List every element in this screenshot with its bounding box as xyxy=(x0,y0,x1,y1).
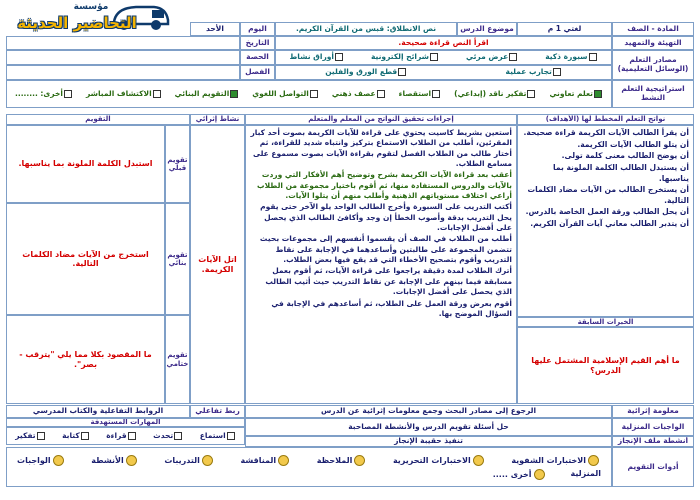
procedure-item: أكتب التدريب على السبورة وأخرج الطالب الواحد يلو الآخر حتى يقوم يحل التدريب بدقة وأصوب الخطأ إن وجد وأكافئ الطالب الذي يحصل على أفضل الإجابات. xyxy=(260,202,512,233)
checkbox-checked-icon[interactable] xyxy=(594,90,602,98)
radio-option-icon[interactable] xyxy=(53,455,64,466)
intro-value: اقرأ النص قراءة صحيحة. xyxy=(275,36,612,50)
goal-item: أن يستخرج الطالب من الآيات مضاد الكلمات التالية. xyxy=(527,185,689,205)
procedure-item: أعقب بعد قراءة الآيات الكريمة بشرح وتوضيح أهم الأفكار التي وردت بالآيات والدروس المستفادة منها، ثم أقوم باختيار مجموعة من الطلاب أراعي اختلاف مستوياتهم الذهنية وأطلب منهم أن يتلوا الآيات. xyxy=(257,170,512,201)
class-label: الفصل xyxy=(240,65,275,80)
prior-label: الخبرات السابقة xyxy=(517,317,694,327)
checkbox-icon[interactable] xyxy=(335,53,343,61)
prior-text: ما أهم القيم الإسلامية المشتمل عليها الدرس؟ xyxy=(517,327,694,404)
eval-kind-2: تقويم بنائي xyxy=(165,203,190,315)
checkbox-icon[interactable] xyxy=(398,68,406,76)
checkbox-icon[interactable] xyxy=(527,90,535,98)
checkbox-icon[interactable] xyxy=(432,90,440,98)
radio-option-icon[interactable] xyxy=(278,455,289,466)
eval-text-2: استخرج من الآيات مضاد الكلمات التالية. xyxy=(6,203,165,315)
sources-label: مصادر التعلم (الوسائل التعليمية) xyxy=(612,50,694,80)
eval-kind-3: تقويم ختامي xyxy=(165,315,190,404)
procedure-item: أطلب من الطلاب في الصف أن يقسموا أنفسهم إلى مجموعات بحيث تتضمن المجموعة على طالبتين وأساعدهما في الإجابة على نقاط التدريب وأقوم بتصحيح الأخطاء التي قد يقع فيها بعض الطلاب. xyxy=(259,234,512,265)
achievement-label: أنشطة ملف الإنجاز xyxy=(612,436,694,447)
procedure-item: أستعين بشريط كاسيت يحتوي على قراءة للآيات الكريمة بصوت أحد كبار المقرئين، أطلب من الطلاب الاستماع بتركيز وانتباه شديد للقراءة، ثم أختار طالب من الطلاب الفصل لتقوم بقراءة الآيات بصوت مسموع على مسامع الطلاب. xyxy=(250,128,512,169)
info-value: الرجوع إلى مصادر البحث وجمع معلومات إثرائية عن الدرس xyxy=(245,405,612,418)
homework-value: حل أسئلة تقويم الدرس والأنشطة المصاحبة xyxy=(245,418,612,436)
sources-row-2: تجارب عملية قطع الورق والفلين xyxy=(275,65,612,80)
logo-title: التحاضير الحديثة xyxy=(17,14,137,32)
info-label: معلومة إثرائية xyxy=(612,405,694,418)
checkbox-checked-icon[interactable] xyxy=(230,90,238,98)
goal-item: أن يتدبر الطالب معاني آيات القرآن الكريم. xyxy=(530,219,689,228)
radio-option-icon[interactable] xyxy=(534,469,545,480)
evaluation-header: التقويم xyxy=(6,114,190,125)
eval-text-3: ما المقصود بكلا مما يلي "يترقب - بصر". xyxy=(6,315,165,404)
goals-header: نواتج التعلم المخطط لها (الأهداف) xyxy=(517,114,694,125)
day-label: اليوم xyxy=(240,22,275,36)
checkbox-icon[interactable] xyxy=(553,68,561,76)
class-value xyxy=(6,65,240,80)
checkbox-icon[interactable] xyxy=(509,53,517,61)
strategies-row: تعلم تعاوني تفكير ناقد (إبداعي) استقصاء عصف ذهني التواصل اللغوي التقويم البنائي الاكتشاف المباشر أخرى: ........ xyxy=(6,80,612,108)
tools-options: الاختبارات الشفوية الاختبارات التحريرية الملاحظة المناقشة التدريبات الأنشطة الواجبات المنزلية أخرى ..... xyxy=(6,447,612,487)
checkbox-icon[interactable] xyxy=(310,90,318,98)
intro-label: التهيئة والتمهيد xyxy=(612,36,694,50)
topic-value: نص الانطلاق: قبس من القرآن الكريم. xyxy=(275,22,457,36)
homework-label: الواجبات المنزلية xyxy=(612,418,694,436)
procedures-header: إجراءات تحقيق النواتج من المعلم والمتعلم xyxy=(245,114,517,125)
eval-kind-1: تقويم قبلي xyxy=(165,125,190,203)
date-value xyxy=(6,36,240,50)
checkbox-icon[interactable] xyxy=(37,432,45,440)
achievement-value: تنفيذ حقيبة الإنجاز xyxy=(245,436,612,447)
radio-option-icon[interactable] xyxy=(473,455,484,466)
subject-value: لغتي 1 م xyxy=(517,22,612,36)
links-label: ربط تفاعلي xyxy=(190,405,245,418)
goal-item: أن يوضح الطالب معنى كلمة تولى. xyxy=(561,151,689,161)
checkbox-icon[interactable] xyxy=(81,432,89,440)
activity-header: نشاط إثرائي xyxy=(190,114,245,125)
checkbox-icon[interactable] xyxy=(377,90,385,98)
activity-text: اتل الآيات الكريمة. xyxy=(190,125,245,404)
skills-row: استماع تحدث قراءة كتابة تفكير xyxy=(6,427,245,445)
goal-item: أن يستبدل الطالب الكلمة الملونة بما يناسبها. xyxy=(553,162,689,183)
procedure-item: أترك الطلاب لمدة دقيقة يراجعوا على قراءة الآيات، ثم أقوم بعمل مسابقة فيما بينهم على الإجابة عن نقاط التدريب حيث أثيب الطالب الذي يحصل على أفضل الإجابات. xyxy=(265,266,512,297)
checkbox-icon[interactable] xyxy=(430,53,438,61)
goals-list xyxy=(517,125,694,317)
sources-row-1: سبورة ذكية عرض مرئي شرائح إلكترونية أوراق نشاط xyxy=(275,50,612,65)
procedure-item: أقوم بعرض ورقة العمل على الطلاب، ثم أساعدهم في الإجابة في السؤال الموضح بها. xyxy=(271,298,512,318)
checkbox-icon[interactable] xyxy=(64,90,72,98)
logo-subtitle: مؤسسة xyxy=(73,2,109,12)
checkbox-icon[interactable] xyxy=(153,90,161,98)
eval-text-1: استبدل الكلمة الملونة بما يناسبها. xyxy=(6,125,165,203)
radio-option-icon[interactable] xyxy=(588,455,599,466)
radio-option-icon[interactable] xyxy=(202,455,213,466)
goal-item: أن يحل الطالب ورقة العمل الخاصة بالدرس. xyxy=(525,207,689,217)
day-value: الأحد xyxy=(190,22,240,36)
goal-item: أن يتلو الطالب الآيات الكريمة. xyxy=(577,139,689,149)
skills-label: المهارات المستهدفة xyxy=(6,418,245,427)
links-value[interactable]: الروابط التفاعلية والكتاب المدرسي xyxy=(6,405,190,418)
radio-option-icon[interactable] xyxy=(354,455,365,466)
subject-label: المادة - الصف xyxy=(612,22,694,36)
period-label: الحصة xyxy=(240,50,275,65)
goal-item: أن يقرأ الطالب الآيات الكريمة قراءة صحيحة. xyxy=(523,128,689,137)
strategies-label: استراتيجية التعلم النشط xyxy=(612,80,694,108)
radio-option-icon[interactable] xyxy=(126,455,137,466)
checkbox-icon[interactable] xyxy=(128,432,136,440)
checkbox-icon[interactable] xyxy=(174,432,182,440)
logo xyxy=(0,0,176,36)
checkbox-icon[interactable] xyxy=(227,432,235,440)
procedures-list xyxy=(245,125,517,404)
date-label: التاريخ xyxy=(240,36,275,50)
period-value xyxy=(6,50,240,65)
checkbox-icon[interactable] xyxy=(589,53,597,61)
topic-label: موضوع الدرس xyxy=(457,22,517,36)
tools-label: أدوات التقويم xyxy=(612,447,694,487)
